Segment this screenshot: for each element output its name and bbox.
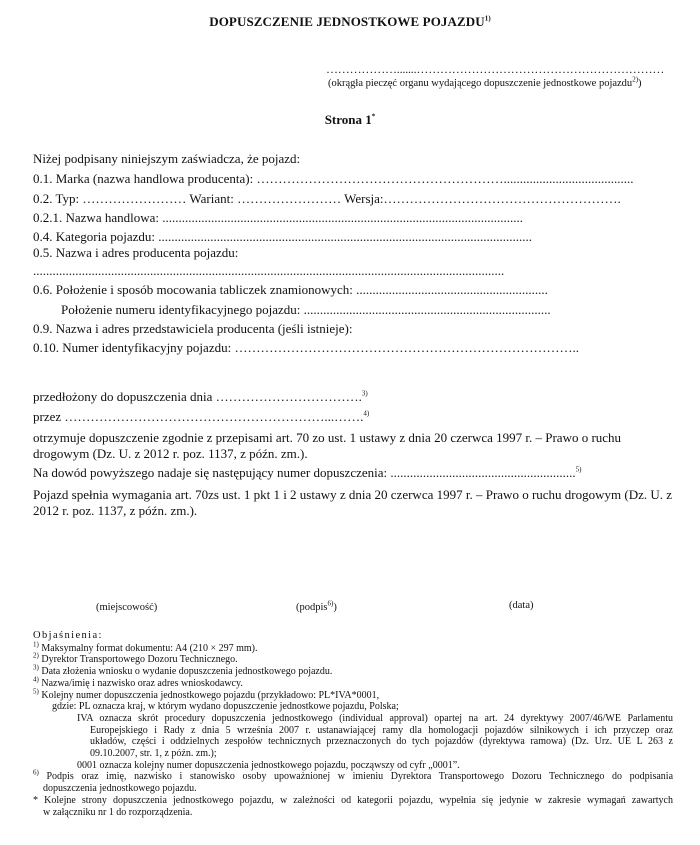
footnotes-heading: Objaśnienia: bbox=[33, 630, 103, 641]
approval-number-line bbox=[33, 465, 581, 481]
footnote-star-text: Kolejne strony dopuszczenia jednostkowego pojazdu, w zależności od kategorii pojazdu, wypełnia się jedynie w zakresie wymagań zawartych bbox=[44, 794, 673, 806]
footnote-3 bbox=[33, 663, 673, 678]
stamp-caption bbox=[328, 75, 642, 89]
field-make: 0.1. Marka (nazwa handlowa producenta): …………………………………………………........................................ bbox=[33, 171, 634, 186]
approval-number-text: Na dowód powyższego nadaje się następujący numer dopuszczenia: ......................................................... bbox=[33, 465, 576, 480]
signature-ref: 6) bbox=[327, 599, 334, 608]
page-label-asterisk: * bbox=[371, 112, 376, 121]
footnote-6 bbox=[33, 771, 673, 783]
compliance-paragraph: Pojazd spełnia wymagania art. 70zs ust. 1 pkt 1 i 2 ustawy z dnia 20 czerwca 1997 r. – Prawo o ruchu drogowym (Dz. U. z 2012 r. poz. 1137, z późn. zm.). bbox=[33, 487, 673, 518]
footnote-6-cont: dopuszczenia jednostkowego pojazdu. bbox=[43, 783, 197, 795]
submitted-date-text: przedłożony do dopuszczenia dnia ……………………………. bbox=[33, 389, 362, 404]
date-caption: (data) bbox=[509, 600, 534, 611]
footnote-4-text: Nazwa/imię i nazwisko oraz adres wnioskodawcy. bbox=[41, 677, 243, 689]
stamp-caption-text: (okrągła pieczęć organu wydającego dopuszczenie jednostkowe pojazdu bbox=[328, 78, 633, 89]
footnote-5-where: gdzie: PL oznacza kraj, w którym wydano dopuszczenie jednostkowe pojazdu, Polska; bbox=[52, 701, 399, 713]
footnote-star bbox=[33, 795, 673, 807]
footnote-6-text: Podpis oraz imię, nazwisko i stanowisko osoby upoważnionej w imieniu Dyrektora Transportowego Dozoru Technicznego do podpisania bbox=[46, 771, 674, 783]
field-vin: 0.10. Numer identyfikacyjny pojazdu: …………………………………………………………………….. bbox=[33, 340, 579, 355]
approval-paragraph: otrzymuje dopuszczenie zgodnie z przepisami art. 70 zo ust. 1 ustawy z dnia 20 czerwca 1997 r. – Prawo o ruchu drogowym (Dz. U. z 2012 r. poz. 1137, z późn. zm.). bbox=[33, 430, 622, 461]
footnote-5 bbox=[33, 687, 673, 702]
field-vin-location: Położenie numeru identyfikacyjnego pojazdu: ............................................................................ bbox=[61, 302, 551, 317]
footnote-1-text: Maksymalny format dokumentu: A4 (210 × 297 mm). bbox=[41, 642, 258, 654]
footnote-star-mark: * bbox=[33, 794, 38, 806]
submitted-date-line bbox=[33, 389, 368, 405]
field-category: 0.4. Kategoria pojazdu: ................................................................................................................... bbox=[33, 229, 533, 244]
stamp-footnote-ref: 2) bbox=[632, 75, 639, 84]
footnote-3-ref: 3) bbox=[33, 663, 39, 672]
title-footnote-ref: 1) bbox=[484, 14, 491, 23]
footnote-5-ref: 5) bbox=[33, 687, 39, 696]
page-label bbox=[0, 112, 700, 128]
intro-line: Niżej podpisany niniejszym zaświadcza, że pojazd: bbox=[33, 151, 301, 166]
footnote-2-text: Dyrektor Transportowego Dozoru Technicznego. bbox=[41, 654, 238, 666]
footnote-2 bbox=[33, 654, 673, 666]
field-type-variant-version: 0.2. Typ: …………………… Wariant: …………………… Wersja:………………………………………………. bbox=[33, 191, 621, 206]
footnote-5-number: 0001 oznacza kolejny numer dopuszczenia jednostkowego pojazdu, począwszy od cyfr „0001”. bbox=[77, 759, 460, 771]
footnote-4 bbox=[33, 675, 673, 690]
footnote-1 bbox=[33, 640, 673, 655]
submitted-by-text: przez ……………………………………………………...……. bbox=[33, 409, 364, 424]
submitted-date-ref: 3) bbox=[361, 389, 368, 398]
field-manufacturer: 0.5. Nazwa i adres producenta pojazdu: bbox=[33, 245, 239, 260]
footnote-star-cont: w załączniku nr 1 do rozporządzenia. bbox=[43, 806, 193, 818]
footnote-5-iva-4: 09.10.2007, str. 1, z późn. zm.); bbox=[90, 748, 217, 760]
field-manufacturer-fill: ................................................................................................................................................. bbox=[33, 263, 505, 278]
signature-caption bbox=[296, 599, 337, 613]
stamp-caption-end: ) bbox=[638, 78, 642, 89]
stamp-placeholder-line: ……………….......……………………………………………………… bbox=[326, 62, 665, 76]
page-label-text: Strona 1 bbox=[324, 112, 372, 127]
field-trade-name: 0.2.1. Nazwa handlowa: ............................................................................................................... bbox=[33, 210, 523, 225]
footnote-5-iva-2: Europejskiego i Rady z dnia 5 września 2007 r. ustanawiającej ramy dla homologacji pojazdów silnikowych i ich przyczep oraz bbox=[90, 724, 673, 736]
field-plates-location: 0.6. Położenie i sposób mocowania tabliczek znamionowych: ........................................................... bbox=[33, 282, 548, 297]
signature-caption-text: (podpis bbox=[296, 602, 328, 613]
place-caption: (miejscowość) bbox=[96, 602, 158, 613]
footnote-2-ref: 2) bbox=[33, 652, 39, 661]
document-title bbox=[0, 14, 700, 30]
footnote-6-ref: 6) bbox=[33, 769, 39, 778]
signature-caption-end: ) bbox=[333, 602, 337, 613]
submitted-by-line bbox=[33, 409, 369, 425]
footnote-5-iva-1: IVA oznacza skrót procedury dopuszczenia jednostkowego (individual approval) opartej na art. 24 dyrektywy 2007/46/WE Parlamentu bbox=[77, 712, 673, 724]
title-text: DOPUSZCZENIE JEDNOSTKOWE POJAZDU bbox=[209, 14, 485, 29]
field-representative: 0.9. Nazwa i adres przedstawiciela producenta (jeśli istnieje): bbox=[33, 321, 353, 336]
footnote-3-text: Data złożenia wniosku o wydanie dopuszczenia jednostkowego pojazdu. bbox=[41, 666, 333, 678]
approval-number-ref: 5) bbox=[575, 465, 582, 474]
footnote-4-ref: 4) bbox=[33, 675, 39, 684]
submitted-by-ref: 4) bbox=[363, 409, 370, 418]
footnote-1-ref: 1) bbox=[33, 640, 39, 649]
footnotes bbox=[33, 630, 673, 818]
footnote-5-text: Kolejny numer dopuszczenia jednostkowego pojazdu (przykładowo: PL*IVA*0001, bbox=[41, 689, 380, 701]
footnote-5-iva-3: układów, części i oddzielnych zespołów technicznych przeznaczonych do tych pojazdów (dyrektywa ramowa) (Dz. Urz. UE L 263 z bbox=[90, 736, 673, 748]
